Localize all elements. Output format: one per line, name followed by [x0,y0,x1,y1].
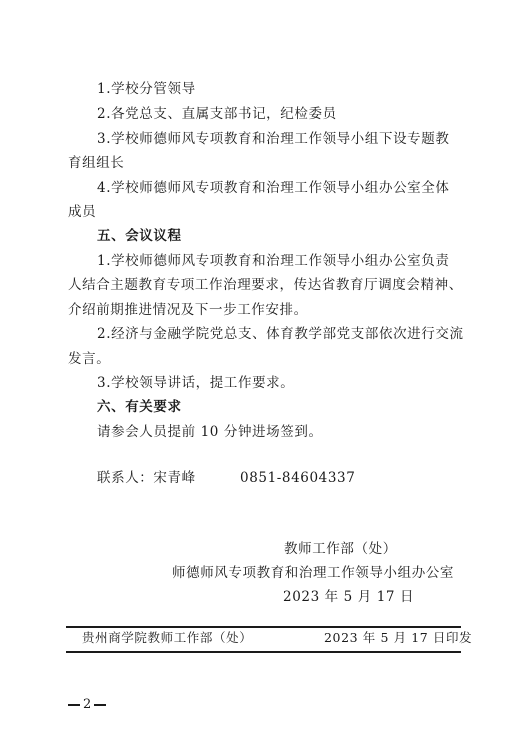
agenda-line: 人结合主题教育专项工作治理要求，传达省教育厅调度会精神、 [68,277,463,293]
agenda-line: 发言。 [68,351,111,367]
list-item: 1.学校分管领导 [97,81,196,97]
footer-print-date: 2023 年 5 月 17 日印发 [324,630,473,645]
list-item: 2.各党总支、直属支部书记，纪检委员 [97,106,337,122]
section-heading-requirements: 六、有关要求 [97,399,182,415]
signature-office: 师德师风专项教育和治理工作领导小组办公室 [172,565,454,581]
list-item-continuation: 育组组长 [68,155,125,171]
agenda-line: 3.学校领导讲话，提工作要求。 [97,375,295,391]
agenda-line: 2.经济与金融学院党总支、体育教学部党支部依次进行交流 [97,326,464,342]
list-item-continuation: 成员 [68,204,97,220]
contact-phone: 0851-84604337 [240,470,356,486]
footer-top-rule [66,626,461,628]
section-heading-agenda: 五、会议议程 [97,228,182,244]
agenda-line: 介绍前期推进情况及下一步工作安排。 [68,302,308,318]
signature-date: 2023 年 5 月 17 日 [283,589,415,605]
page-number-dash-left [68,704,80,706]
contact-person: 联系人：宋青峰 [97,470,196,486]
footer-bottom-rule [66,651,461,653]
list-item: 4.学校师德师风专项教育和治理工作领导小组办公室全体 [97,180,450,196]
page-number-value: 2 [83,697,92,712]
signature-org: 教师工作部（处） [284,541,397,557]
page-number-dash-right [94,704,106,706]
footer-issuer: 贵州商学院教师工作部（处） [82,630,253,645]
list-item: 3.学校师德师风专项教育和治理工作领导小组下设专题教 [97,131,450,147]
agenda-line: 1.学校师德师风专项教育和治理工作领导小组办公室负责 [97,253,450,269]
requirement-line: 请参会人员提前 10 分钟进场签到。 [97,424,323,440]
page-number [68,698,106,712]
